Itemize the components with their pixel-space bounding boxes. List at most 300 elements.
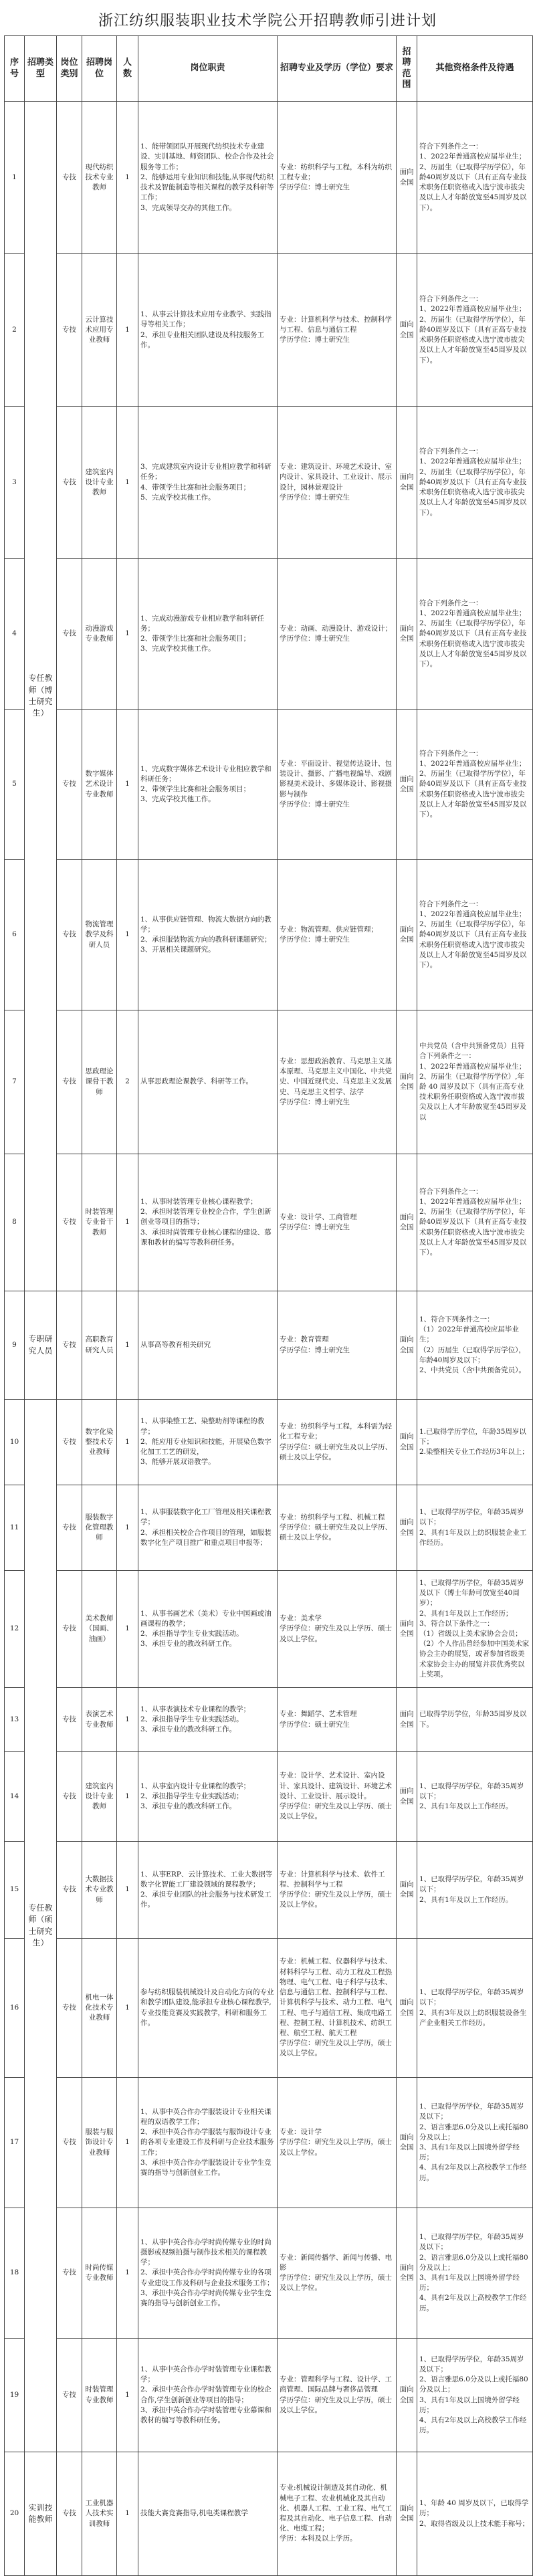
seq-cell: 15 (5, 1842, 25, 1939)
category-cell: 专技 (57, 1154, 82, 1291)
duties-cell-line: 1、完成动漫游戏专业相应教学和科研任务； (140, 614, 265, 633)
conditions-cell-line: 2、历届生（已取得学历学位），年龄40周岁及以下（具有正高专业技术职务任职资格或入选宁波市拔尖及以上人才年龄放宽至45周岁及以下）。 (419, 163, 527, 212)
category-cell: 专技 (57, 1291, 82, 1400)
conditions-cell-line: 符合下列条件之一： (419, 295, 483, 304)
conditions-cell-line: 符合下列条件之一： (419, 1187, 483, 1196)
conditions-cell-line: 2、历届生（已取得学历学位），年龄40周岁及以下（具有正高专业技术职务任职资格或入选宁波市拔尖及以上人才年龄放宽至45周岁及以下）。 (419, 467, 527, 517)
duties-cell (138, 1571, 278, 1688)
requirements-cell-line: 专业：机械工程、仪器科学与技术、材料科学与工程、动力工程及工程热物理、电气工程、电子科学与技术、信息与通信工程、控制科学与工程、计算机科学与技术、动力工程、电气工程、电子与通信工程、集成电路工程、控制工程、计算机技术、纺织工程、航空工程、航天工程 (280, 1957, 392, 2037)
requirements-cell-line: 学历学位：研究生及以上学历、硕士及以上学位。 (280, 1802, 392, 1821)
scope-cell: 面向全国 (397, 1688, 417, 1752)
table-row (5, 1688, 533, 1752)
requirements-cell-line: 学历学位：研究生及以上学历，硕士及以上学位。 (280, 2395, 392, 2414)
duties-cell (138, 254, 278, 407)
table-row (5, 710, 533, 860)
conditions-cell-line: 1、2022年普通高校应届毕业生； (419, 1197, 526, 1206)
requirements-cell (278, 710, 397, 860)
duties-cell-line: 1、从事中英合作办学时尚传媒专业的时尚摄影或视频拍摄与制作技术相关的课程教学； (140, 2238, 272, 2267)
duties-cell-line: 3、完成学校其他工作。 (140, 645, 215, 653)
conditions-cell (417, 254, 533, 407)
conditions-cell-line: （2）个人作品曾经参加中国美术家协会主办的展览，或者参加省级美术家协会主办的展览并获优秀奖以上奖项。 (419, 1640, 530, 1679)
seq-cell: 5 (5, 710, 25, 860)
count-cell: 1 (117, 1400, 138, 1485)
conditions-cell-line: 中共党员（含中共预备党员）且符合下列条件之一： (419, 1042, 525, 1061)
duties-cell-line: 2、承担指导学生专业实践活动； (140, 1792, 243, 1800)
duties-cell (138, 2208, 278, 2339)
requirements-cell-line: 专业:机械设计制造及其自动化、机械电子工程、农业机械化及其自动化、机器人工程、工业工程、电气工程及其自动化、电子信息工程、自动化、电缆工程； (280, 2484, 392, 2533)
conditions-cell-line: 符合下列条件之一： (419, 447, 483, 456)
scope-cell: 面向全国 (397, 710, 417, 860)
duties-cell-line: 从事高等教育相关研究 (140, 1340, 211, 1349)
table-row (5, 1842, 533, 1939)
conditions-cell-line: 2、历届生（已取得学历学位），年龄40周岁及以下（具有正高专业技术职务任职资格或入选宁波市拔尖及以上人才年龄放宽至45周岁及以下）。 (419, 770, 527, 819)
header-count: 人数 (117, 36, 138, 102)
duties-cell (138, 860, 278, 1010)
conditions-cell (417, 559, 533, 710)
conditions-cell-line: 2、具有1年及以上工作经历； (419, 1609, 513, 1618)
requirements-cell-line: 专业：平面设计、视觉传达设计、包装设计、摄影、广播电视编导、戏剧影视美术设计、多媒体设计、影视摄影与制作 (280, 759, 392, 798)
duties-cell-line: 2、承担专业相关团队建设及科技服务工作。 (140, 330, 265, 349)
category-cell: 专技 (57, 1571, 82, 1688)
duties-cell-line: 1、从事中英合作办学时装管理专业课程教学； (140, 2365, 272, 2384)
category-cell: 专技 (57, 1400, 82, 1485)
requirements-cell-line: 学历学位：硕士研究生及以上学历、硕士及以上学位。 (280, 1523, 392, 1542)
duties-cell (138, 407, 278, 559)
seq-cell: 7 (5, 1010, 25, 1154)
duties-cell-line: 1、从事服装数字化工厂管理及相关课程教学； (140, 1508, 272, 1527)
position-cell: 物流管理教学及科研人员 (82, 860, 117, 1010)
conditions-cell-line: 4、具有2年及以上高校教学工作经历。 (419, 2416, 527, 2435)
requirements-cell-line: 专业：思想政治教育、马克思主义基本原理、马克思主义中国化、中共党史、中国近现代史、马克思主义发展史、马克思主义哲学、法学 (280, 1057, 392, 1096)
conditions-cell-line: 1、已取得学历学位，年龄35周岁及以下； (419, 2233, 524, 2252)
duties-cell-line: 3、承担专业的教改科研工作。 (140, 1640, 237, 1648)
duties-cell-line: 2、带领学生比赛和社会服务项目； (140, 635, 251, 643)
requirements-cell (278, 102, 397, 254)
count-cell: 1 (117, 1485, 138, 1571)
conditions-cell-line: 2、历届生（已取得学历学位），年龄40周岁及以下（具有正高专业技术职务任职资格或入选宁波市拔尖及以上人才年龄放宽至45周岁及以下）。 (419, 619, 527, 669)
recruit-type-cell: 专任教师（硕士研究生） (25, 1400, 57, 2452)
conditions-cell-line: 2、历届生（已取得学历学位），年龄40周岁及以下（具有正高专业技术职务任职资格或入选宁波市拔尖及以上人才年龄放宽至45周岁及以下）。 (419, 315, 527, 364)
position-cell: 时装管理专业骨干教师 (82, 1154, 117, 1291)
duties-cell-line: 2、承担专业团队的社会服务与技术研发工作。 (140, 1891, 272, 1909)
requirements-cell-line: 专业：纺织科学与工程、机械工程 (280, 1513, 385, 1521)
table-row (5, 559, 533, 710)
conditions-cell (417, 102, 533, 254)
seq-cell: 16 (5, 1939, 25, 2078)
category-cell: 专技 (57, 1010, 82, 1154)
count-cell: 1 (117, 1842, 138, 1939)
duties-cell-line: 1、从事供应链管理、物流大数据方向的教学； (140, 915, 272, 934)
conditions-cell (417, 1752, 533, 1842)
duties-cell (138, 2452, 278, 2576)
seq-cell: 3 (5, 407, 25, 559)
scope-cell: 面向全国 (397, 1752, 417, 1842)
conditions-cell-line: 已取得学历学位，年龄35周岁及以下。 (419, 1710, 527, 1729)
duties-cell-line: 3、能够开展双语教学。 (140, 1458, 215, 1467)
count-cell: 1 (117, 102, 138, 254)
duties-cell-line: 1、从事染整工艺、染整助剂等课程的教学； (140, 1417, 265, 1436)
recruit-type-cell: 实训技能教师 (25, 2452, 57, 2576)
conditions-cell-line: 2、历届生（已取得学历学位），年龄40周岁及以下（具有正高专业技术职务任职资格或入选宁波市拔尖及以上人才年龄放宽至45周岁及以下）。 (419, 920, 527, 970)
position-cell: 建筑室内设计专业教师 (82, 1752, 117, 1842)
seq-cell: 13 (5, 1688, 25, 1752)
requirements-cell-line: 专业：计算机科学与技术、软件工程、控制科学与工程 (280, 1870, 385, 1889)
position-cell: 表演艺术专业教师 (82, 1688, 117, 1752)
scope-cell: 面向全国 (397, 102, 417, 254)
conditions-cell (417, 710, 533, 860)
conditions-cell (417, 1688, 533, 1752)
requirements-cell-line: 学历：本科及以上学历。 (280, 2535, 357, 2543)
count-cell: 1 (117, 1939, 138, 2078)
conditions-cell-line: 1、2022年普通高校应届毕业生； (419, 457, 526, 466)
duties-cell-line: 2、承担相关校企合作项目的管理，如服装数字化生产项目推广和重点项目申报等； (140, 1528, 272, 1547)
count-cell: 1 (117, 254, 138, 407)
requirements-cell-line: 学历学位：博士研究生 (280, 183, 350, 192)
duties-cell (138, 1752, 278, 1842)
count-cell: 1 (117, 2208, 138, 2339)
seq-cell: 8 (5, 1154, 25, 1291)
conditions-cell-line: 1、2022年普通高校应届毕业生； (419, 759, 526, 768)
table-row (5, 1939, 533, 2078)
category-cell: 专技 (57, 860, 82, 1010)
table-row (5, 1485, 533, 1571)
count-cell: 1 (117, 2339, 138, 2452)
category-cell: 专技 (57, 1752, 82, 1842)
conditions-cell-line: 3、具有1年及以上国境外留学经历； (419, 2143, 520, 2162)
requirements-cell-line: 学历学位：研究生及以上学历，硕士及以上学位。 (280, 1891, 392, 1909)
seq-cell: 12 (5, 1571, 25, 1688)
conditions-cell-line: 4、具有2年及以上高校教学工作经历。 (419, 2294, 527, 2313)
conditions-cell (417, 1939, 533, 2078)
count-cell: 1 (117, 1154, 138, 1291)
duties-cell-line: 3、承担中英合作办学时尚传媒专业学生竞赛的指导与创新创业工作。 (140, 2288, 272, 2308)
scope-cell: 面向全国 (397, 860, 417, 1010)
header-conditions: 其他资格条件及待遇 (417, 36, 533, 102)
count-cell: 1 (117, 1752, 138, 1842)
position-cell: 时装管理专业教师 (82, 2339, 117, 2452)
count-cell: 1 (117, 407, 138, 559)
category-cell: 专技 (57, 1688, 82, 1752)
requirements-cell-line: 学历学位：研究生及以上学历，硕士及以上学位。 (280, 2039, 392, 2058)
conditions-cell-line: 1.已取得学历学位，年龄35周岁以下； (419, 1427, 526, 1446)
conditions-cell (417, 1842, 533, 1939)
conditions-cell-line: 1、已取得学历学位，年龄35周岁以下； (419, 1875, 524, 1894)
conditions-cell-line: 2、具有1年及以上工作经历。 (419, 1895, 513, 1904)
conditions-cell (417, 407, 533, 559)
conditions-cell-line: 2、历届生（已取得学历学位），年龄40周岁及以下（具有正高专业技术职务任职资格或入选宁波市拔尖及以上人才年龄放宽至45周岁及以下）。 (419, 1208, 527, 1257)
duties-cell-line: 1、从事表演技术专业课程的教学； (140, 1705, 251, 1713)
position-cell: 工业机器人技术实训教师 (82, 2452, 117, 2576)
conditions-cell-line: 1、已取得学历学位，年龄35周岁及以下； (419, 2103, 524, 2121)
duties-cell (138, 710, 278, 860)
category-cell: 专技 (57, 710, 82, 860)
duties-cell-line: 1、从事云计算技术应用专业教学、实践指导等相关工作； (140, 310, 272, 329)
conditions-cell-line: （1）省级以上美术家协会会员； (419, 1630, 522, 1638)
table-row (5, 2078, 533, 2208)
conditions-cell-line: 2、语言雅思6.0分及以上或托福80分及以上； (419, 2375, 528, 2394)
duties-cell-line: 3、完成学校其他工作。 (140, 795, 215, 804)
count-cell: 1 (117, 1291, 138, 1400)
conditions-cell (417, 1154, 533, 1291)
scope-cell: 面向全国 (397, 1939, 417, 2078)
duties-cell-line: 2、承担中英合作办学服装与服饰设计专业的各项专业建设工作及科研与企业技术服务工作； (140, 2128, 274, 2157)
duties-cell (138, 1485, 278, 1571)
duties-cell (138, 1154, 278, 1291)
requirements-cell-line: 学历学位：博士研究生 (280, 936, 350, 944)
requirements-cell-line: 学历学位：研究生及以上学历，硕士及以上学位。 (280, 2274, 392, 2292)
seq-cell: 14 (5, 1752, 25, 1842)
requirements-cell-line: 学历学位：博士研究生 (280, 635, 350, 643)
position-cell: 数字化染整技术专业教师 (82, 1400, 117, 1485)
conditions-cell-line: 2、历届生（已取得学历学位）,年龄 40 周岁及以下（具有正高专业技术职务任职资格或入选宁波市拔尖及以上人才年龄放宽至45周岁及以 (419, 1072, 527, 1121)
duties-cell-line: 1、从事中英合作办学服装设计专业相关课程的双语教学工作； (140, 2107, 272, 2126)
conditions-cell-line: 符合下列条件之一： (419, 899, 483, 908)
requirements-cell-line: 学历学位：博士研究生 (280, 1097, 350, 1106)
requirements-cell-line: 学历学位：博士研究生 (280, 336, 350, 344)
duties-cell-line: 2、承担时装管理专业校企合作，学生创新创业等项目的指导； (140, 1208, 272, 1226)
scope-cell: 面向全国 (397, 2339, 417, 2452)
scope-cell: 面向全国 (397, 2208, 417, 2339)
table-row (5, 2339, 533, 2452)
scope-cell: 面向全国 (397, 1400, 417, 1485)
duties-cell-line: 3、承担专业的教改科研工作。 (140, 1802, 237, 1811)
table-row (5, 1154, 533, 1291)
conditions-cell-line: 3、具有1年及以上国境外留学经历； (419, 2395, 520, 2414)
conditions-cell (417, 1400, 533, 1485)
header-category: 岗位类别 (57, 36, 82, 102)
scope-cell: 面向全国 (397, 1010, 417, 1154)
conditions-cell-line: 1、已取得学历学位，年龄35周岁以下； (419, 1508, 524, 1527)
conditions-cell (417, 2452, 533, 2576)
conditions-cell-line: 4、具有2年及以上高校教学工作经历。 (419, 2163, 527, 2182)
seq-cell: 2 (5, 254, 25, 407)
category-cell: 专技 (57, 1939, 82, 2078)
conditions-cell (417, 1571, 533, 1688)
table-header-row (5, 36, 533, 102)
conditions-cell-line: 1、已取得学历学位，年龄35周岁及以下（博士年龄可放宽至40周岁）； (419, 1578, 524, 1608)
header-requirements: 招聘专业及学历（学位）要求 (278, 36, 397, 102)
requirements-cell-line: 专业：计算机科学与技术、控制科学与工程、信息与通信工程 (280, 315, 392, 334)
conditions-cell-line: 1、已取得学历学位，年龄35周岁以下； (419, 1782, 524, 1800)
requirements-cell-line: 专业：设计学 (280, 2128, 322, 2137)
requirements-cell-line: 专业：设计学、工商管理 (280, 1212, 357, 1221)
requirements-cell (278, 559, 397, 710)
requirements-cell-line: 专业：舞蹈学、艺术管理 (280, 1710, 357, 1719)
conditions-cell-line: 1、2022年普通高校应届毕业生； (419, 609, 526, 617)
category-cell: 专技 (57, 102, 82, 254)
conditions-cell-line: （2）历届生（已取得学历学位），年龄40周岁及以下； (419, 1346, 526, 1364)
duties-cell-line: 1、从事时装管理专业核心课程教学； (140, 1197, 257, 1206)
count-cell: 1 (117, 2452, 138, 2576)
seq-cell: 9 (5, 1291, 25, 1400)
duties-cell-line: 5、完成学校其他工作。 (140, 493, 215, 502)
seq-cell: 6 (5, 860, 25, 1010)
position-cell: 机电一体化技术专业教师 (82, 1939, 117, 2078)
scope-cell: 面向全国 (397, 1291, 417, 1400)
position-cell: 时尚传媒专业教师 (82, 2208, 117, 2339)
table-body (5, 102, 533, 2576)
duties-cell-line: 2、承担指导学生专业实践活动。 (140, 1715, 243, 1723)
conditions-cell-line: 2、具有1年及以上纺织服装企业工作经历。 (419, 1528, 527, 1547)
requirements-cell (278, 1939, 397, 2078)
count-cell: 1 (117, 2078, 138, 2208)
count-cell: 1 (117, 559, 138, 710)
seq-cell: 4 (5, 559, 25, 710)
requirements-cell (278, 1010, 397, 1154)
duties-cell (138, 2339, 278, 2452)
seq-cell: 11 (5, 1485, 25, 1571)
table-row (5, 102, 533, 254)
recruit-type-cell: 专职研究人员 (25, 1291, 57, 1400)
category-cell: 专技 (57, 1485, 82, 1571)
requirements-cell (278, 1842, 397, 1939)
conditions-cell (417, 1010, 533, 1154)
requirements-cell (278, 1688, 397, 1752)
conditions-cell-line: 符合下列条件之一： (419, 749, 483, 758)
duties-cell-line: 3、完成领导交办的其他工作。 (140, 203, 237, 212)
duties-cell-line: 1、从事书画艺术（美术）专业中国画或油画课程的教学； (140, 1609, 272, 1628)
category-cell: 专技 (57, 2208, 82, 2339)
scope-cell: 面向全国 (397, 407, 417, 559)
recruitment-table (4, 35, 533, 2576)
conditions-cell-line: 2、语言雅思6.0分及以上或托福80分及以上； (419, 2123, 528, 2141)
seq-cell: 17 (5, 2078, 25, 2208)
conditions-cell-line: 2、取得省级及以上技术能手称号； (419, 2519, 530, 2528)
position-cell: 现代纺织技术专业教师 (82, 102, 117, 254)
duties-cell-line: 1、完成数字媒体艺术设计专业相应教学和科研任务； (140, 764, 272, 783)
scope-cell: 面向全国 (397, 1571, 417, 1688)
duties-cell-line: 3、完成建筑室内设计专业相应教学和科研任务； (140, 463, 272, 481)
category-cell: 专技 (57, 1842, 82, 1939)
count-cell: 2 (117, 1010, 138, 1154)
header-seq: 序号 (5, 36, 25, 102)
requirements-cell-line: 专业：新闻传播学、新闻与传播、电影 (280, 2253, 392, 2272)
duties-cell (138, 1010, 278, 1154)
requirements-cell-line: 专业：纺织科学与工程，本科为纺织工程专业； (280, 163, 392, 181)
conditions-cell-line: 2、中共党员（含中共预备党员）。 (419, 1366, 526, 1374)
position-cell: 大数据技术专业教师 (82, 1842, 117, 1939)
duties-cell (138, 1291, 278, 1400)
conditions-cell-line: 3、符合以下条件之一： (419, 1619, 494, 1628)
duties-cell (138, 2078, 278, 2208)
table-row (5, 254, 533, 407)
duties-cell (138, 1688, 278, 1752)
position-cell: 数字媒体艺术设计专业教师 (82, 710, 117, 860)
duties-cell-line: 2、承担中英合作办学时尚传媒专业的各项专业建设工作及科研与企业技术服务工作； (140, 2268, 274, 2287)
conditions-cell-line: 2.染整相关专业工作经历3年以上； (419, 1448, 529, 1457)
duties-cell-line: 1、从事室内设计专业课程的教学； (140, 1782, 251, 1790)
duties-cell-line: 2、承担服装物流方向的教科研课题研究； (140, 936, 272, 944)
position-cell: 云计算技术应用专业教师 (82, 254, 117, 407)
conditions-cell-line: 2、具有3年及以上纺织服装设备生产企业相关工作经历。 (419, 2008, 527, 2027)
duties-cell-line: 1、从事ERP、云计算技术、工业大数据等数字化智能工厂建设领域的课程教学； (140, 1870, 273, 1889)
seq-cell: 1 (5, 102, 25, 254)
requirements-cell-line: 学历学位：博士研究生 (280, 493, 350, 502)
position-cell: 美术教师（国画、油画） (82, 1571, 117, 1688)
table-row (5, 860, 533, 1010)
duties-cell-line: 参与纺织服装机械设计及自动化方向的专业和教学团队建设,能承担专业核心课程教学,专业技能竞赛及实践教学，科研和服务工作。 (140, 1988, 274, 2027)
duties-cell-line: 2、带领学生比赛和社会服务项目； (140, 785, 251, 793)
conditions-cell (417, 2339, 533, 2452)
scope-cell: 面向全国 (397, 2452, 417, 2576)
table-row (5, 1752, 533, 1842)
position-cell: 思政理论课骨干教师 (82, 1010, 117, 1154)
header-duties: 岗位职责 (138, 36, 278, 102)
table-row (5, 2208, 533, 2339)
conditions-cell (417, 1485, 533, 1571)
duties-cell-line: 1、能带领团队开展现代纺织技术专业建设、实训基地、师资团队、校企合作及社会服务等工作； (140, 142, 274, 171)
seq-cell: 10 (5, 1400, 25, 1485)
category-cell: 专技 (57, 559, 82, 710)
page-title: 浙江纺织服装职业技术学院公开招聘教师引进计划 (98, 13, 437, 29)
category-cell: 专技 (57, 2452, 82, 2576)
header-scope: 招聘范围 (397, 36, 417, 102)
category-cell: 专技 (57, 2339, 82, 2452)
requirements-cell (278, 1571, 397, 1688)
position-cell: 服装与服饰设计专业教师 (82, 2078, 117, 2208)
requirements-cell (278, 1485, 397, 1571)
duties-cell-line: 3、承担中英合作办学服装设计专业学生竞赛的指导与创新创业工作。 (140, 2158, 272, 2177)
conditions-cell (417, 2208, 533, 2339)
requirements-cell (278, 2078, 397, 2208)
table-row (5, 1571, 533, 1688)
requirements-cell-line: 专业：管理科学与工程、设计学、工商管理、国际品牌与奢侈品管理 (280, 2375, 392, 2394)
requirements-cell (278, 2452, 397, 2576)
requirements-cell-line: 专业：物流管理、供应链管理； (280, 925, 378, 934)
requirements-cell (278, 254, 397, 407)
requirements-cell-line: 专业：建筑设计、环境艺术设计、室内设计、家具设计、工业设计、展示设计，园林景观设计 (280, 463, 392, 492)
conditions-cell (417, 1291, 533, 1400)
header-position: 招聘岗位 (82, 36, 117, 102)
category-cell: 专技 (57, 407, 82, 559)
scope-cell: 面向全国 (397, 254, 417, 407)
requirements-cell (278, 1154, 397, 1291)
table-row (5, 1400, 533, 1485)
conditions-cell-line: 1、2022年普通高校应届毕业生； (419, 305, 526, 314)
scope-cell: 面向全国 (397, 1485, 417, 1571)
count-cell: 1 (117, 710, 138, 860)
requirements-cell (278, 860, 397, 1010)
count-cell: 1 (117, 1571, 138, 1688)
count-cell: 1 (117, 1688, 138, 1752)
requirements-cell-line: 专业：纺织科学与工程，本科需为轻化工程专业； (280, 1422, 392, 1441)
seq-cell: 19 (5, 2339, 25, 2452)
position-cell: 服装数字化管理教师 (82, 1485, 117, 1571)
position-cell: 高职教育研究人员 (82, 1291, 117, 1400)
requirements-cell (278, 1752, 397, 1842)
duties-cell (138, 559, 278, 710)
requirements-cell-line: 专业：设计学、艺术设计、室内设计、家具设计、建筑设计、环境艺术设计、工业设计、展示设计。 (280, 1772, 392, 1800)
category-cell: 专技 (57, 2078, 82, 2208)
position-cell: 动漫游戏专业教师 (82, 559, 117, 710)
table-row (5, 1010, 533, 1154)
duties-cell-line: 3、承担时尚管理专业核心课程的建设、慕课和教材的编写等教科研任务。 (140, 1228, 272, 1247)
conditions-cell-line: 1、符合下列条件之一： (419, 1315, 494, 1323)
conditions-cell-line: （1）2022年普通高校应届毕业生； (419, 1325, 519, 1344)
duties-cell-line: 3、承担专业的教改科研工作。 (140, 1725, 237, 1734)
scope-cell: 面向全国 (397, 559, 417, 710)
duties-cell (138, 1939, 278, 2078)
duties-cell-line: 2、承担指导学生专业实践活动。 (140, 1630, 243, 1638)
duties-cell-line: 技能大赛竞赛指导,机电类课程教学 (140, 2509, 248, 2518)
duties-cell (138, 1842, 278, 1939)
scope-cell: 面向全国 (397, 2078, 417, 2208)
requirements-cell (278, 1291, 397, 1400)
scope-cell: 面向全国 (397, 1842, 417, 1939)
table-row (5, 2452, 533, 2576)
requirements-cell-line: 学历学位：博士研究生 (280, 1223, 350, 1231)
seq-cell: 20 (5, 2452, 25, 2576)
